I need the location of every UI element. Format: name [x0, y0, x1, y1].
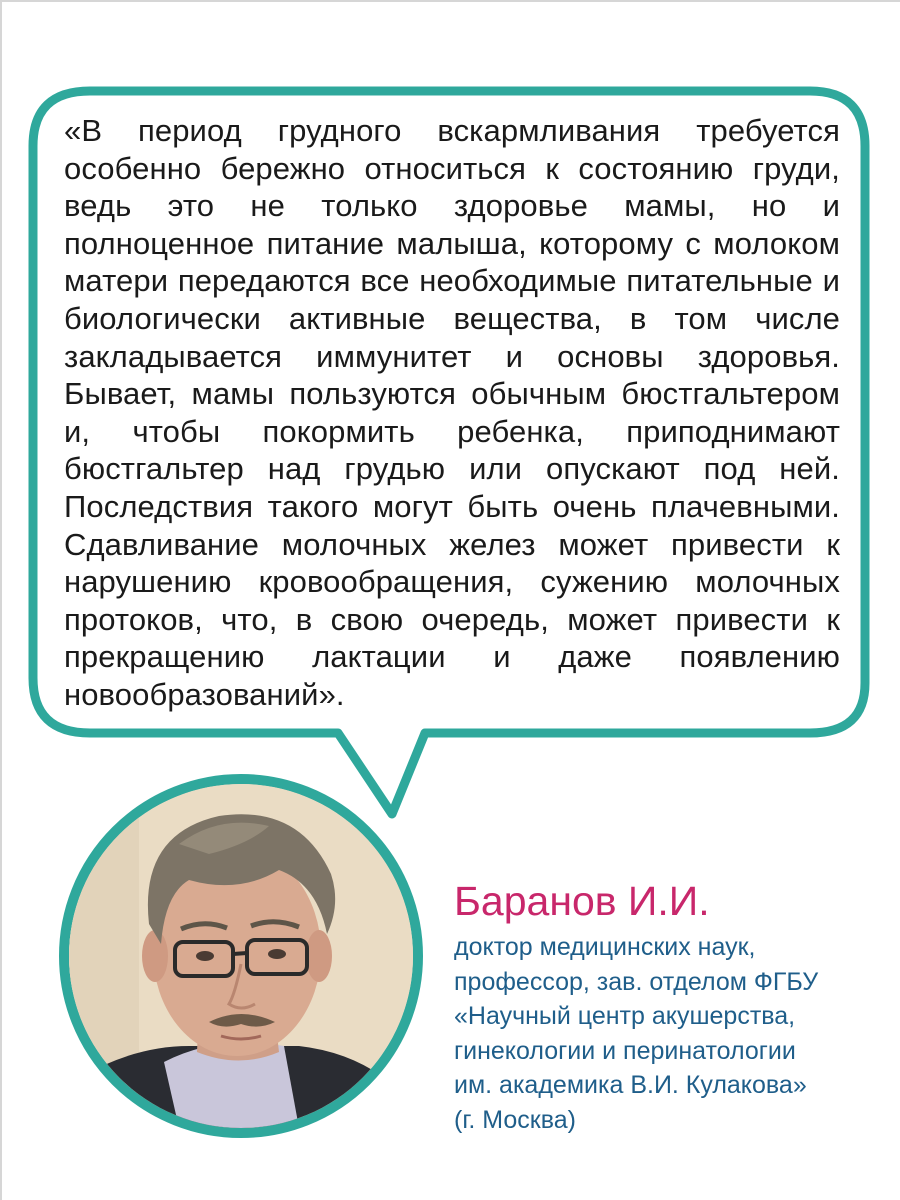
- author-title-line: (г. Москва): [454, 1105, 576, 1134]
- author-title: [454, 930, 894, 1138]
- author-title-line: профессор, зав. отделом ФГБУ: [454, 967, 819, 996]
- author-title-line: доктор медицинских наук,: [454, 933, 756, 961]
- author-title-line: им. академика В.И. Кулакова»: [454, 1071, 807, 1100]
- author-photo: [69, 784, 413, 1128]
- quote-text: «В период грудного вскармливания требуется особенно бережно относиться к состоянию груди, ведь это не только здоровье мамы, но и полноценное питание малыша, которому с молоком матери передаются все необходимые питательные и биологически активные вещества, в том числе закладывается иммунитет и основы здоровья. Бывает, мамы пользуются обычным бюстгальтером и, чтобы покормить ребенка, приподнимают бюстгальтер над грудью или опускают под ней. Последствия такого могут быть очень плачевными. Сдавливание молочных желез может привести к нарушению кровообращения, сужению молочных протоков, что, в свою очередь, может привести к прекращению лактации и даже появлению новообразований».: [64, 113, 840, 712]
- author-title-line: «Научный центр акушерства,: [454, 1002, 796, 1031]
- author-portrait: [59, 774, 423, 1138]
- author-title-line: гинекологии и перинатологии: [454, 1036, 796, 1065]
- author-name: Баранов И.И.: [454, 878, 710, 924]
